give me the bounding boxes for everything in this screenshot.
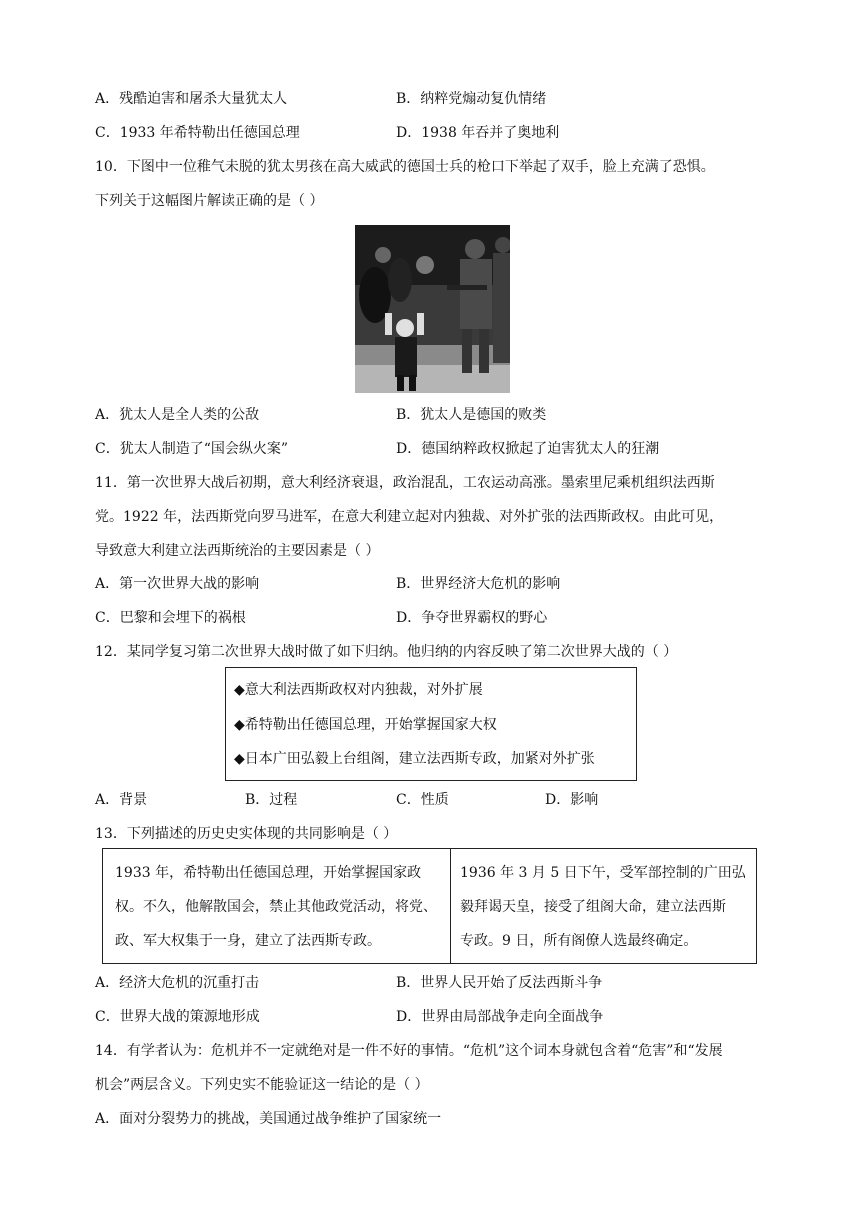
q14-stem-line2: 机会”两层含义。下列史实不能验证这一结论的是（ ） [95,1077,429,1093]
q11-option-c: C．巴黎和会埋下的祸根 [95,610,246,626]
q13-stem: 13．下列描述的历史史实体现的共同影响是（ ） [95,826,398,842]
q13-right-line3: 专政。9 日，所有阁僚人选最终确定。 [460,933,698,949]
q14-stem-line1: 14．有学者认为：危机并不一定就绝对是一件不好的事情。“危机”这个词本身就包含着“危害”和“发展 [95,1043,723,1059]
q12-stem: 12．某同学复习第二次世界大战时做了如下归纳。他归纳的内容反映了第二次世界大战的（ ） [95,644,678,660]
q11-option-b: B．世界经济大危机的影响 [396,576,561,592]
historical-photo [355,225,510,393]
q11-stem-line2: 党。1922 年，法西斯党向罗马进军，在意大利建立起对内独裁、对外扩张的法西斯政权。由此可见， [95,509,724,525]
q12-box-line3: ◆日本广田弘毅上台组阁，建立法西斯专政，加紧对外扩张 [234,751,595,767]
q13-left-line3: 政、军大权集于一身，建立了法西斯专政。 [115,933,381,949]
q12-option-d: D．影响 [545,792,599,808]
q13-right-line2: 毅拜谒天皇，接受了组阁大命，建立法西斯 [460,899,726,915]
q12-box-line1: ◆意大利法西斯政权对内独裁，对外扩展 [234,682,483,698]
q12-option-c: C．性质 [396,792,449,808]
q12-box-line2: ◆希特勒出任德国总理，开始掌握国家大权 [234,717,497,733]
q12-option-a: A．背景 [95,792,148,808]
q10-stem-line1: 10．下图中一位稚气未脱的犹太男孩在高大威武的德国士兵的枪口下举起了双手，脸上充满了恐惧。 [95,159,715,175]
q11-option-d: D．争夺世界霸权的野心 [396,610,548,626]
q9-option-b: B．纳粹党煽动复仇情绪 [396,91,547,107]
q11-stem-line3: 导致意大利建立法西斯统治的主要因素是（ ） [95,543,380,559]
q13-left-line2: 权。不久，他解散国会，禁止其他政党活动，将党、 [115,899,437,915]
q13-table [102,848,757,964]
q13-option-c: C．世界大战的策源地形成 [95,1009,260,1025]
q13-right-line1: 1936 年 3 月 5 日下午，受军部控制的广田弘 [460,865,746,881]
q10-option-a: A．犹太人是全人类的公敌 [95,407,260,423]
q10-stem-line2: 下列关于这幅图片解读正确的是（ ） [95,193,324,209]
q11-option-a: A．第一次世界大战的影响 [95,576,260,592]
q9-option-c: C．1933 年希特勒出任德国总理 [95,125,300,141]
q13-option-d: D．世界由局部战争走向全面战争 [396,1009,604,1025]
q9-option-a: A．残酷迫害和屠杀大量犹太人 [95,91,288,107]
q13-option-a: A．经济大危机的沉重打击 [95,975,260,991]
q9-option-d: D．1938 年吞并了奥地利 [396,125,560,141]
q13-left-line1: 1933 年，希特勒出任德国总理，开始掌握国家政 [115,865,422,881]
photo-illustration [355,225,510,393]
q13-option-b: B．世界人民开始了反法西斯斗争 [396,975,603,991]
q13-table-divider [450,849,451,963]
q12-option-b: B．过程 [245,792,298,808]
q10-option-c: C．犹太人制造了“国会纵火案” [95,441,289,457]
q10-option-b: B．犹太人是德国的败类 [396,407,547,423]
q14-option-a: A．面对分裂势力的挑战，美国通过战争维护了国家统一 [95,1111,442,1127]
q12-summary-box [225,667,637,781]
q10-option-d: D．德国纳粹政权掀起了迫害犹太人的狂潮 [396,441,660,457]
q11-stem-line1: 11．第一次世界大战后初期，意大利经济衰退，政治混乱，工农运动高涨。墨索里尼乘机组织法西斯 [95,475,715,491]
